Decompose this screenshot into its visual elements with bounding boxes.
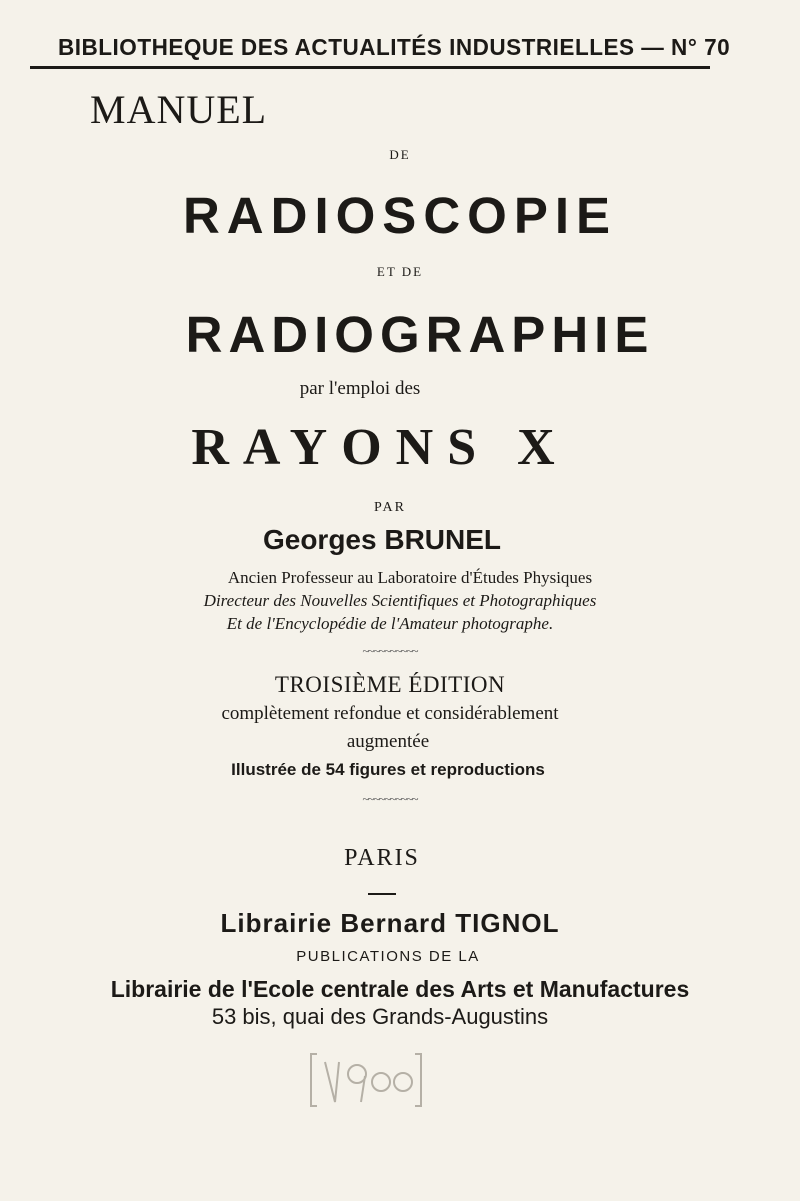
author-credential: Et de l'Encyclopédie de l'Amateur photographe.	[226, 614, 554, 633]
series-header: BIBLIOTHEQUE DES ACTUALITÉS INDUSTRIELLES — N° 70	[58, 34, 731, 60]
ornament-divider: ~~~~~~~~~~	[362, 792, 418, 806]
title-et-de: ET DE	[376, 264, 424, 279]
header-rule	[30, 66, 710, 69]
edition-line: augmentée	[346, 731, 430, 752]
title-de: DE	[389, 147, 411, 162]
publisher-name: Librairie Bernard TIGNOL	[220, 908, 560, 938]
author-credential: Ancien Professeur au Laboratoire d'Études Physiques	[227, 568, 593, 587]
divider-dash	[368, 893, 396, 895]
publisher-publications: PUBLICATIONS DE LA	[296, 948, 480, 965]
publisher-city: PARIS	[344, 845, 420, 871]
title-rayons-x: RAYONS X	[191, 419, 569, 476]
title-radiographie: RADIOGRAPHIE	[185, 306, 655, 363]
author-name: Georges BRUNEL	[262, 524, 502, 555]
edition-line: complètement refondue et considérablement	[221, 703, 559, 724]
title-manuel: MANUEL	[90, 87, 268, 132]
publisher-school: Librairie de l'Ecole centrale des Arts et Manufactures	[110, 976, 690, 1002]
title-par-emploi: par l'emploi des	[299, 378, 421, 399]
edition-illustrations: Illustrée de 54 figures et reproductions	[231, 760, 545, 779]
ornament-divider: ~~~~~~~~~~	[362, 644, 418, 658]
edition-title: TROISIÈME ÉDITION	[274, 672, 506, 697]
title-radioscopie: RADIOSCOPIE	[182, 187, 618, 244]
publisher-address: 53 bis, quai des Grands-Augustins	[211, 1004, 549, 1029]
author-par: PAR	[374, 500, 406, 515]
author-credential: Directeur des Nouvelles Scientifiques et Photographiques	[203, 591, 597, 610]
handwritten-stamp	[305, 1044, 425, 1114]
